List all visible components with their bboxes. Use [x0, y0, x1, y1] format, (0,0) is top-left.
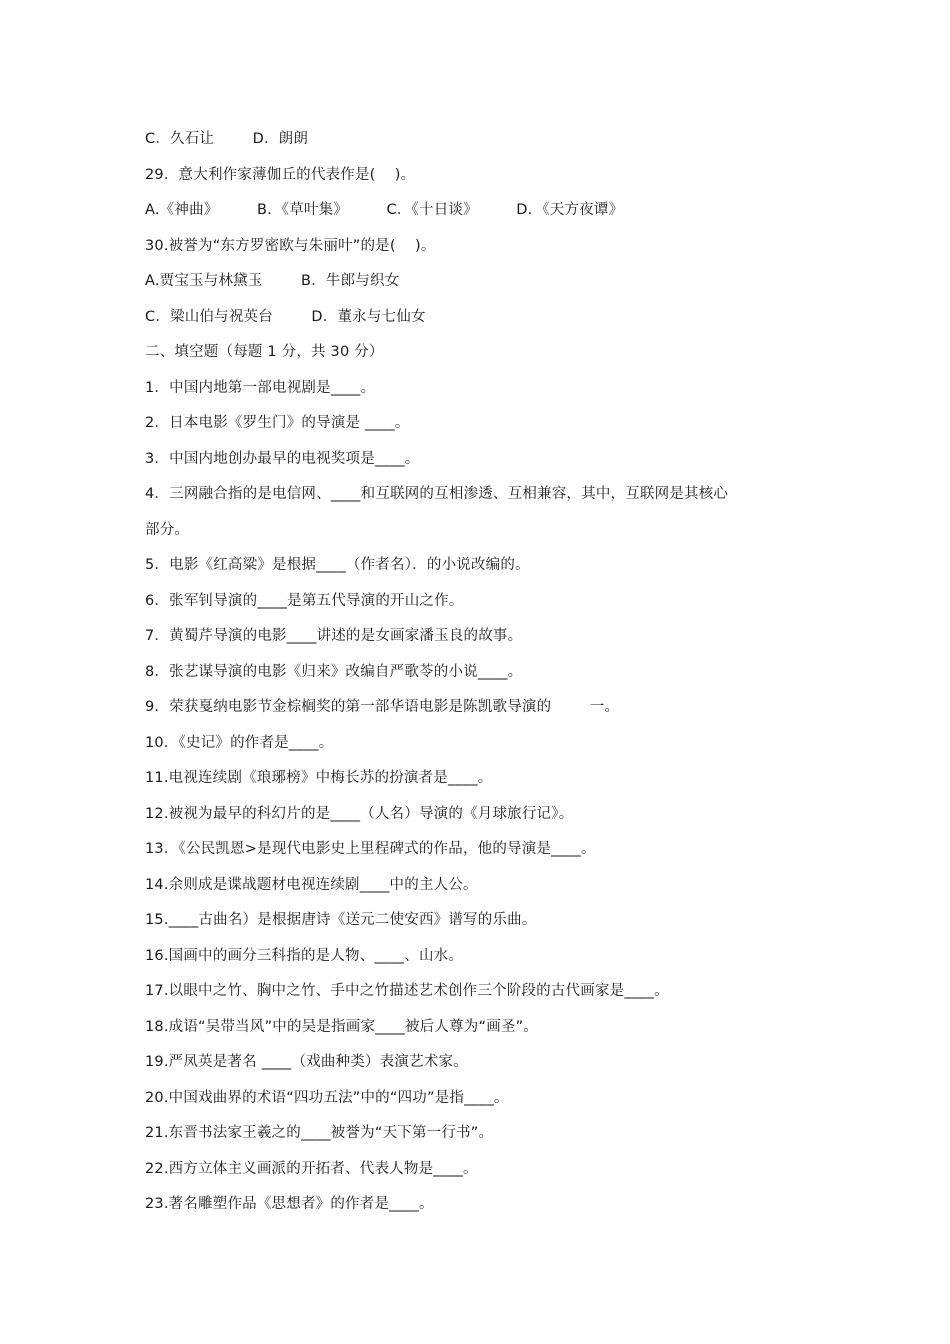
- fill-question-2: 2．日本电影《罗生门》的导演是 ____。: [145, 415, 410, 431]
- question-30-options-ab: A.贾宝玉与林黛玉 B．牛郎与织女: [145, 273, 400, 289]
- fill-question-16: 16.国画中的画分三科指的是人物、____、山水。: [145, 947, 464, 964]
- fill-question-8: 8．张艺谋导演的电影《归来》改编自严歌苓的小说____。: [145, 663, 523, 680]
- fill-question-6: 6．张军钊导演的____是第五代导演的开山之作。: [145, 592, 464, 609]
- fill-question-19: 19.严凤英是著名 ____（戏曲种类）表演艺术家。: [145, 1054, 468, 1070]
- document-body: [145, 122, 825, 1223]
- section-heading-fill-in: 二、填空题（每题 1 分，共 30 分）: [145, 344, 384, 360]
- fill-question-3: 3．中国内地创办最早的电视奖项是____。: [145, 450, 420, 467]
- question-29-options: A.《神曲》 B．《草叶集》 C．《十日谈》 D．《天方夜谭》: [145, 202, 624, 218]
- fill-question-4-continued: 部分。: [145, 521, 190, 538]
- fill-question-13: 13．《公民凯恩>是现代电影史上里程碑式的作品，他的导演是____。: [145, 841, 596, 857]
- fill-question-18: 18.成语“吴带当风”中的吴是指画家____被后人尊为“画圣”。: [145, 1018, 539, 1035]
- fill-question-10: 10．《史记》的作者是____。: [145, 734, 334, 751]
- fill-question-12: 12.被视为最早的科幻片的是____（人名）导演的《月球旅行记》。: [145, 805, 574, 822]
- fill-question-11: 11.电视连续剧《琅琊榜》中梅长苏的扮演者是____。: [145, 770, 493, 786]
- fill-question-22: 22.西方立体主义画派的开拓者、代表人物是____。: [145, 1160, 478, 1177]
- fill-question-7: 7．黄蜀芹导演的电影____讲述的是女画家潘玉良的故事。: [145, 628, 523, 644]
- fill-question-15: 15.____古曲名）是根据唐诗《送元二使安西》谱写的乐曲。: [145, 912, 537, 928]
- fill-question-17: 17.以眼中之竹、胸中之竹、手中之竹描述艺术创作三个阶段的古代画家是____。: [145, 983, 669, 999]
- fill-question-5: 5．电影《红高粱》是根据____（作者名）．的小说改编的。: [145, 557, 530, 573]
- question-29: 29．意大利作家薄伽丘的代表作是( )。: [145, 166, 416, 183]
- fill-question-4: 4．三网融合指的是电信网、____和互联网的互相渗透、互相兼容，其中，互联网是其核心: [145, 486, 729, 502]
- question-30-options-cd: C．梁山伯与祝英台 D．董永与七仙女: [145, 308, 426, 325]
- fill-question-20: 20.中国戏曲界的术语“四功五法”中的“四功”是指____。: [145, 1089, 509, 1106]
- fill-question-14: 14.余则成是谍战题材电视连续剧____中的主人公。: [145, 876, 478, 893]
- question-30: 30.被誉为“东方罗密欧与朱丽叶”的是( )。: [145, 237, 436, 254]
- fill-question-21: 21.东晋书法家王羲之的____被誉为“天下第一行书”。: [145, 1125, 494, 1141]
- fill-question-23: 23.著名雕塑作品《思想者》的作者是____。: [145, 1196, 434, 1212]
- question-28-options-cd: C．久石让 D．朗朗: [145, 131, 309, 147]
- fill-question-1: 1．中国内地第一部电视剧是____。: [145, 379, 376, 396]
- fill-question-9: 9．荣获戛纳电影节金棕榈奖的第一部华语电影是陈凯歌导演的 一。: [145, 699, 620, 715]
